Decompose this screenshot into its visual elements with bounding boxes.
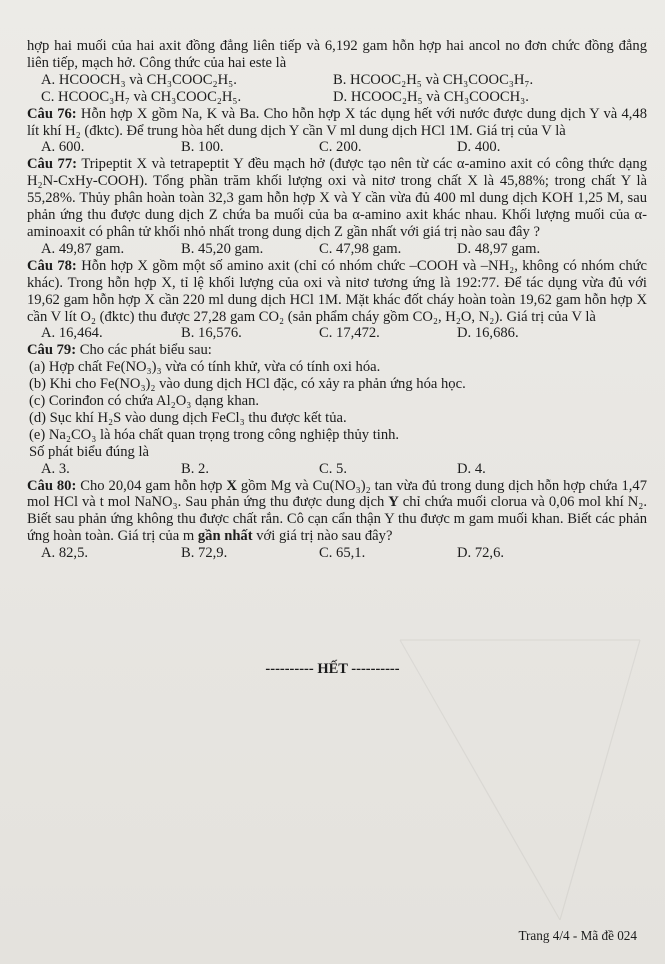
question-77-text: Tripeptit X và tetrapeptit Y đều mạch hở (được tạo nên từ các α-amino axit có công thức dạng H₂N-CxHy-COOH). Tổng phần trăm khối lượng oxi và nitơ trong chất X là 45,88%; trong chất Y là 55,28%. Thủy phân hoàn toàn 32,3 gam hỗn hợp X và Y cần vừa đủ 400 ml dung dịch KOH 1,25 M, sau phản ứng thu được dung dịch Z chứa ba muối của ba α-amino axit khác nhau. Khối lượng muối của α-aminoaxit có phân tử khối nhỏ nhất trong dung dịch Z gần nhất với giá trị nào sau đây ? [27, 156, 647, 240]
intro-option-c: C. HCOOC₃H₇ và CH₃COOC₂H₅. [41, 88, 242, 105]
q76-option-c: C. 200. [319, 139, 362, 156]
q77-option-a: A. 49,87 gam. [41, 240, 125, 257]
question-79-options [41, 461, 647, 478]
q80-text-a: Cho 20,04 gam hỗn hợp [80, 477, 223, 494]
q78-option-b: B. 16,576. [181, 325, 242, 342]
question-79 [27, 342, 647, 359]
question-76 [27, 106, 647, 140]
question-80-label: Câu 80: [27, 477, 77, 494]
intro-option-b: B. HCOOC₂H₅ và CH₃COOC₃H₇. [333, 71, 534, 88]
question-79-text: Cho các phát biểu sau: [79, 342, 212, 359]
question-76-options [41, 139, 647, 156]
q78-option-d: D. 16,686. [457, 325, 519, 342]
intro-options-row-1 [41, 72, 647, 89]
q77-option-b: B. 45,20 gam. [181, 240, 264, 257]
intro-option-d: D. HCOOC₂H₅ và CH₃COOCH₃. [333, 88, 529, 105]
q80-option-d: D. 72,6. [457, 545, 505, 562]
q79-statement-b: (b) Khi cho Fe(NO₃)₂ vào dung dịch HCl đặc, có xảy ra phản ứng hóa học. [29, 376, 466, 393]
q80-bold-near: gần nhất [197, 528, 253, 545]
q79-option-b: B. 2. [181, 460, 209, 477]
q80-text-c: chỉ chứa muối clorua và 0,06 mol khí N₂. Biết sau phản ứng không thu được chất rắn. Cô cạn cẩn thận Y thu được m gam muối khan. Biết các phản ứng hoàn toàn. Giá trị của m [27, 494, 647, 545]
end-marker: ---------- HẾT ---------- [265, 661, 400, 677]
q79-statement-c: (c) Corinđon có chứa Al₂O₃ dạng khan. [29, 393, 260, 410]
q80-bold-x: X [226, 477, 237, 494]
q79-option-c: C. 5. [319, 460, 347, 477]
question-76-label: Câu 76: [27, 105, 77, 122]
q80-option-a: A. 82,5. [41, 545, 89, 562]
q78-option-a: A. 16,464. [41, 325, 103, 342]
exam-content [27, 38, 647, 562]
q80-option-b: B. 72,9. [181, 545, 228, 562]
question-77-label: Câu 77: [27, 156, 78, 173]
question-77 [27, 156, 647, 241]
q77-option-c: C. 47,98 gam. [319, 240, 402, 257]
q79-option-a: A. 3. [41, 460, 70, 477]
q80-bold-y: Y [388, 494, 399, 511]
question-78 [27, 258, 647, 326]
question-77-options [41, 241, 647, 258]
question-78-options [41, 325, 647, 342]
question-80-options [41, 545, 647, 562]
question-78-label: Câu 78: [27, 257, 77, 274]
intro-option-a: A. HCOOCH₃ và CH₃COOC₂H₅. [41, 71, 237, 88]
question-76-text: Hỗn hợp X gồm Na, K và Ba. Cho hỗn hợp X tác dụng hết với nước được dung dịch Y và 4,48 lít khí H₂ (đktc). Để trung hòa hết dung dịch Y cần V ml dung dịch HCl 1M. Giá trị của V là [27, 105, 647, 139]
question-79-label: Câu 79: [27, 342, 77, 359]
q76-option-b: B. 100. [181, 139, 224, 156]
q79-ask: Số phát biểu đúng là [29, 443, 149, 460]
q80-option-c: C. 65,1. [319, 545, 366, 562]
q79-statement-a: (a) Hợp chất Fe(NO₃)₃ vừa có tính khử, vừa có tính oxi hóa. [29, 359, 381, 376]
q79-statement-d: (d) Sục khí H₂S vào dung dịch FeCl₃ thu được kết tủa. [29, 409, 347, 426]
q80-text-b: gồm Mg và Cu(NO₃)₂ tan vừa đủ trong dung dịch hỗn hợp chứa 1,47 mol HCl và t mol NaNO₃. Sau phản ứng thu được dung dịch [27, 477, 648, 511]
page-footer: Trang 4/4 - Mã đề 024 [518, 928, 637, 943]
question-78-text: Hỗn hợp X gồm một số amino axit (chỉ có nhóm chức –COOH và –NH₂, không có nhóm chức khác). Trong hỗn hợp X, tỉ lệ khối lượng của oxi và nitơ tương ứng là 192:77. Để tác dụng vừa đủ với 19,62 gam hỗn hợp X cần 220 ml dung dịch HCl 1M. Mặt khác đốt cháy hoàn toàn 19,62 gam hỗn hợp X cần V lít O₂ (đktc) thu được 27,28 gam CO₂ (sản phẩm cháy gồm CO₂, H₂O, N₂). Giá trị của V là [27, 257, 648, 325]
q76-option-a: A. 600. [41, 139, 85, 156]
question-80 [27, 478, 647, 546]
intro-options-row-2 [41, 89, 647, 106]
q80-text-d: với giá trị nào sau đây? [256, 528, 393, 545]
q78-option-c: C. 17,472. [319, 325, 380, 342]
intro-text: hợp hai muối của hai axit đồng đẳng liên tiếp và 6,192 gam hỗn hợp hai ancol no đơn chức đồng đẳng liên tiếp, mạch hở. Công thức của hai este là [27, 38, 647, 71]
q77-option-d: D. 48,97 gam. [457, 240, 541, 257]
q79-option-d: D. 4. [457, 460, 486, 477]
q76-option-d: D. 400. [457, 139, 501, 156]
q79-statement-e: (e) Na₂CO₃ là hóa chất quan trọng trong công nghiệp thủy tinh. [29, 426, 400, 443]
